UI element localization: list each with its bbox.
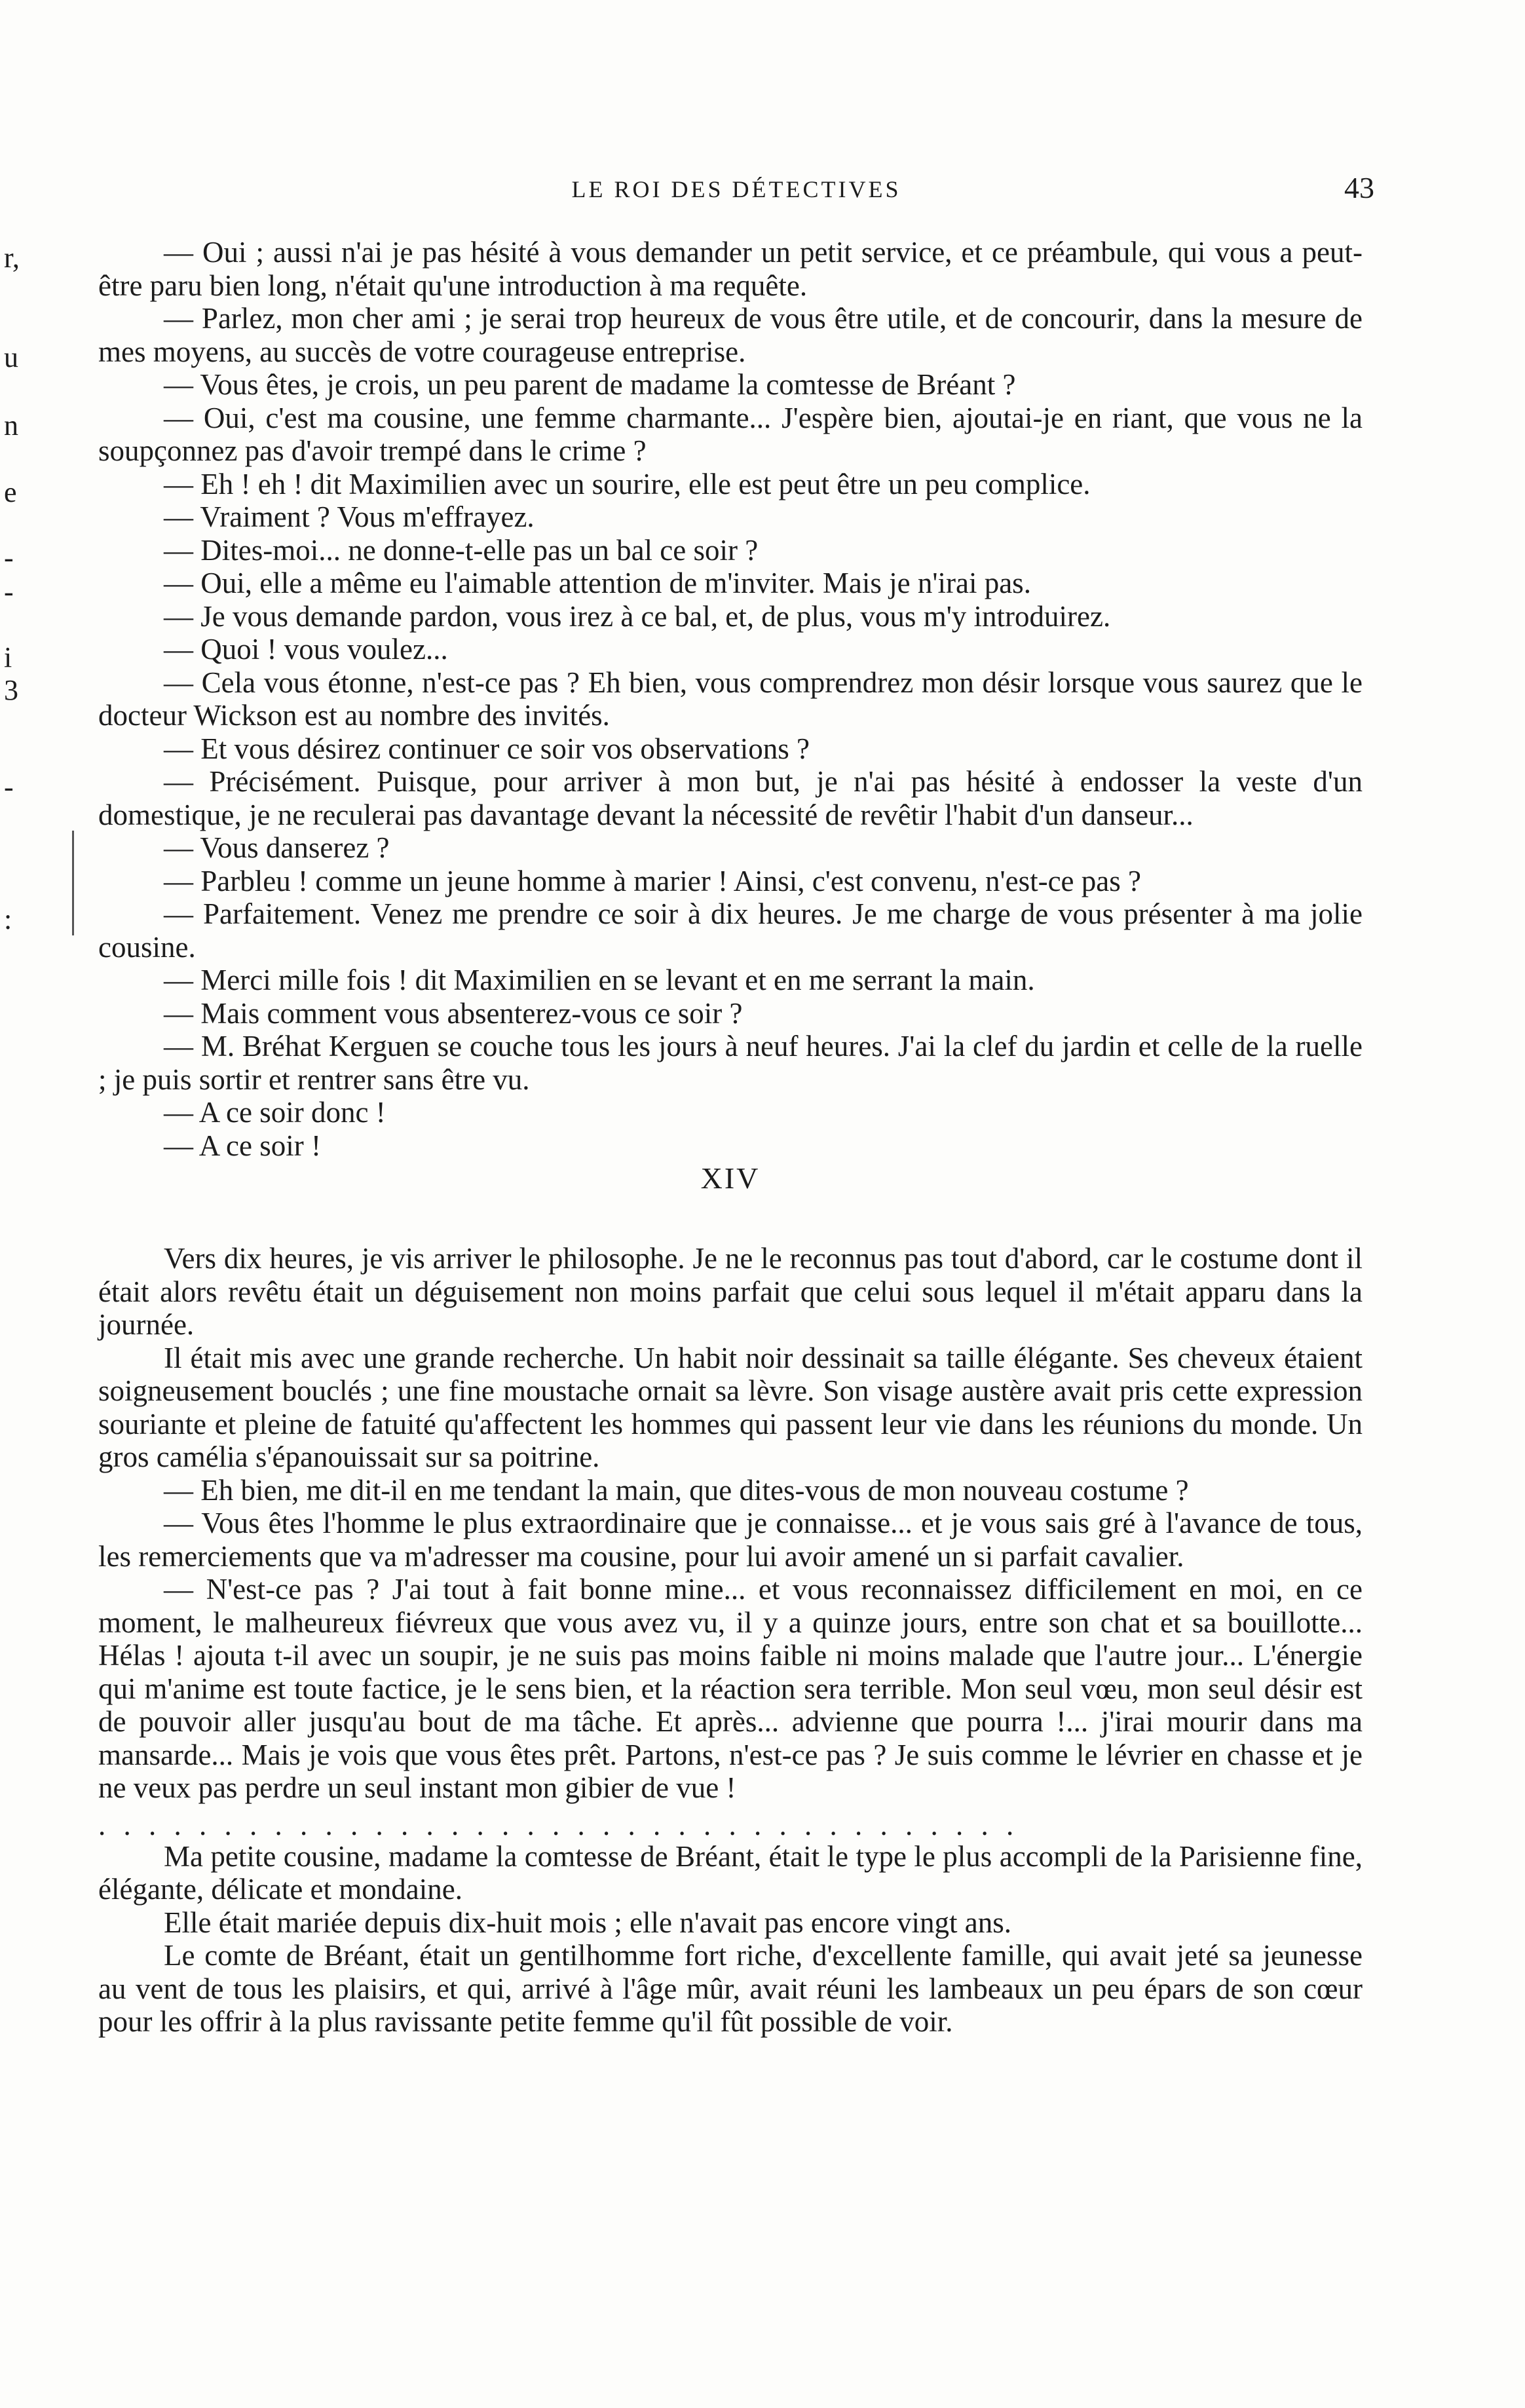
paragraph: Il était mis avec une grande recherche. Un habit noir dessinait sa taille élégante. Ses cheveux étaient soigneusement bouclés ; une fine moustache ornait sa lèvre. Son visage austère avait pris cette expression souriante et pleine de fatuité qu'affectent les hommes qui passent leur vie dans les réunions du monde. Un gros camélia s'épanouissait sur sa poitrine.	[98, 1341, 1363, 1473]
paragraph: Elle était mariée depuis dix-huit mois ; elle n'avait pas encore vingt ans.	[164, 1906, 1011, 1939]
paragraph: — Oui, elle a même eu l'aimable attention de m'inviter. Mais je n'irai pas.	[164, 567, 1031, 599]
paragraph: — Vous danserez ?	[164, 831, 390, 864]
paragraph: — Vous êtes, je crois, un peu parent de madame la comtesse de Bréant ?	[164, 368, 1016, 401]
margin-fragment: u	[4, 341, 18, 373]
paragraph: — Cela vous étonne, n'est-ce pas ? Eh bien, vous comprendrez mon désir lorsque vous saurez que le docteur Wickson est au nombre des invités.	[98, 666, 1363, 732]
paragraph: — A ce soir donc !	[164, 1096, 386, 1129]
page-header	[98, 171, 1374, 215]
paragraph: — Eh ! eh ! dit Maximilien avec un sourire, elle est peut être un peu complice.	[164, 467, 1091, 500]
paragraph: — Mais comment vous absenterez-vous ce soir ?	[164, 996, 743, 1030]
paragraph: — Précisément. Puisque, pour arriver à mon but, je n'ai pas hésité à endosser la veste d'un domestique, je ne reculerai pas davantage devant la nécessité de revêtir l'habit d'un danseur...	[98, 765, 1363, 831]
running-head: LE ROI DES DÉTECTIVES	[571, 176, 901, 202]
section-separator: . . . . . . . . . . . . . . . . . . . . . . . . . . . . . . . . . . . . .	[98, 1809, 1019, 1840]
paragraph: — Dites-moi... ne donne-t-elle pas un bal ce soir ?	[164, 533, 759, 567]
paragraph: — Quoi ! vous voulez...	[164, 633, 448, 666]
paragraph: — M. Bréhat Kerguen se couche tous les jours à neuf heures. J'ai la clef du jardin et celle de la ruelle ; je puis sortir et rentrer sans être vu.	[98, 1030, 1363, 1096]
paragraph: — Parbleu ! comme un jeune homme à marier ! Ainsi, c'est convenu, n'est-ce pas ?	[164, 864, 1141, 897]
paragraph: — Vraiment ? Vous m'effrayez.	[164, 500, 535, 533]
paragraph: — Et vous désirez continuer ce soir vos observations ?	[164, 732, 810, 765]
paragraph: — Je vous demande pardon, vous irez à ce bal, et, de plus, vous m'y introduirez.	[164, 599, 1111, 633]
margin-fragment: -	[4, 542, 14, 574]
paragraph: — A ce soir !	[164, 1129, 321, 1162]
paragraph: — Parlez, mon cher ami ; je serai trop heureux de vous être utile, et de concourir, dans la mesure de mes moyens, au succès de votre courageuse entreprise.	[98, 302, 1363, 368]
paragraph: Vers dix heures, je vis arriver le philosophe. Je ne le reconnus pas tout d'abord, car le costume dont il était alors revêtu était un déguisement non moins parfait que celui sous lequel il m'était apparu dans la journée.	[98, 1242, 1363, 1341]
scan-margin-line	[72, 831, 74, 935]
margin-fragment: :	[4, 903, 12, 935]
paragraph: — Vous êtes l'homme le plus extraordinaire que je connaisse... et je vous sais gré à l'avance de tous, les remerciements que va m'adresser ma cousine, pour lui avoir amené un si parfait cavalier.	[98, 1507, 1363, 1573]
margin-fragment: e	[4, 476, 17, 508]
page-number: 43	[1344, 171, 1374, 204]
paragraph: — Oui ; aussi n'ai je pas hésité à vous demander un petit service, et ce préambule, qui vous a peut-être paru bien long, n'était qu'une introduction à ma requête.	[98, 236, 1363, 302]
paragraph: — N'est-ce pas ? J'ai tout à fait bonne mine... et vous reconnaissez difficilement en moi, en ce moment, le malheureux fiévreux que vous avez vu, il y a quinze jours, entre son chat et sa bouillotte... Hélas ! ajouta t-il avec un soupir, je ne suis pas moins faible ni moins malade que l'autre jour... L'énergie qui m'anime est toute factice, je le sens bien, et la réaction sera terrible. Mon seul vœu, mon seul désir est de pouvoir aller jusqu'au bout de ma tâche. Et après... advienne que pourra !... j'irai mourir dans ma mansarde... Mais je vois que vous êtes prêt. Partons, n'est-ce pas ? Je suis comme le lévrier en chasse et je ne veux pas perdre un seul instant mon gibier de vue !	[98, 1573, 1363, 1804]
margin-fragment: 3	[4, 674, 18, 706]
margin-fragment: n	[4, 409, 18, 442]
margin-fragment: i	[4, 641, 12, 673]
chapter-heading: XIV	[700, 1161, 761, 1195]
paragraph: — Merci mille fois ! dit Maximilien en se levant et en me serrant la main.	[164, 964, 1035, 996]
margin-fragment: -	[4, 771, 14, 803]
paragraph: — Parfaitement. Venez me prendre ce soir à dix heures. Je me charge de vous présenter à ma jolie cousine.	[98, 897, 1363, 964]
margin-fragment: -	[4, 576, 14, 608]
margin-fragment: r,	[4, 242, 20, 274]
paragraph: Ma petite cousine, madame la comtesse de Bréant, était le type le plus accompli de la Parisienne fine, élégante, délicate et mondaine.	[98, 1839, 1363, 1906]
paragraph: Le comte de Bréant, était un gentilhomme fort riche, d'excellente famille, qui avait jeté sa jeunesse au vent de tous les plaisirs, et qui, arrivé à l'âge mûr, avait réuni les lambeaux un peu épars de son cœur pour les offrir à la plus ravissante petite femme qu'il fût possible de voir.	[98, 1939, 1363, 2038]
page-body	[98, 236, 1363, 2039]
paragraph: — Oui, c'est ma cousine, une femme charmante... J'espère bien, ajoutai-je en riant, que vous ne la soupçonnez pas d'avoir trempé dans le crime ?	[98, 401, 1363, 467]
paragraph: — Eh bien, me dit-il en me tendant la main, que dites-vous de mon nouveau costume ?	[164, 1473, 1189, 1507]
